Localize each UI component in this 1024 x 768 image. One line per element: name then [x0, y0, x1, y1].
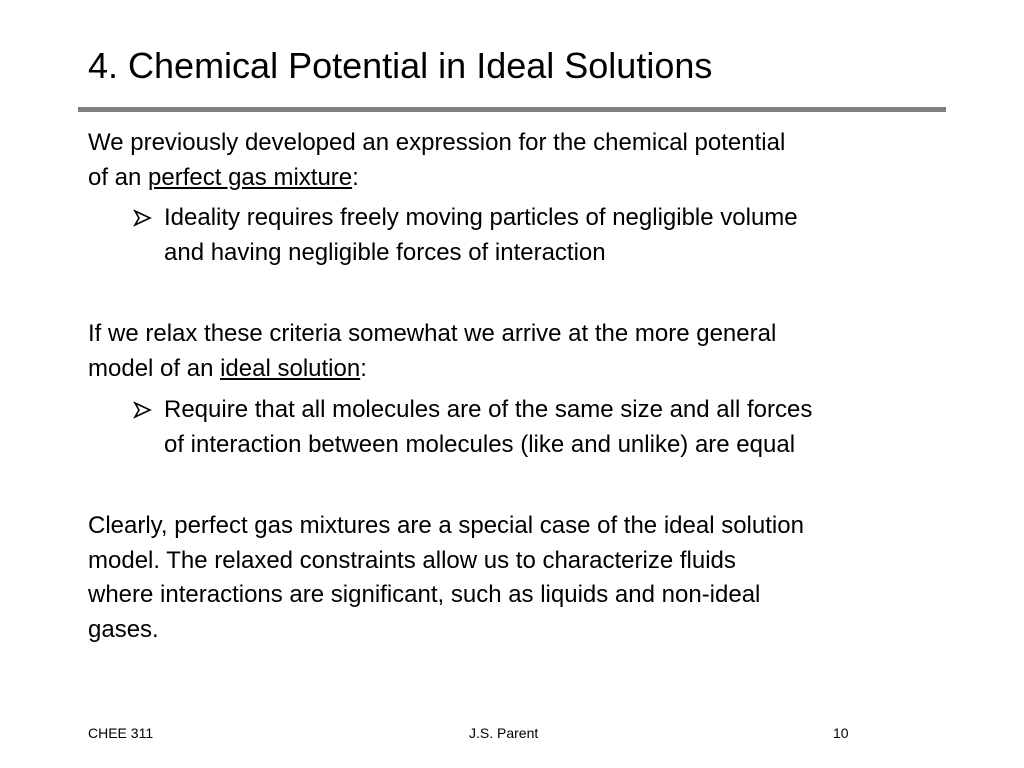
bullet-1-text: [164, 201, 798, 270]
paragraph-3: [88, 509, 804, 647]
bullet-2-line-2: of interaction between molecules (like and unlike) are equal: [164, 430, 796, 458]
arrow-bullet-icon: [133, 208, 153, 228]
bullet-2-line-1: Require that all molecules are of the same size and all forces: [164, 396, 813, 423]
paragraph-3-line-4: gases.: [88, 615, 159, 643]
paragraph-3-line-3: where interactions are significant, such as liquids and non-ideal: [88, 581, 761, 608]
term-perfect-gas-mixture: perfect gas mixture: [148, 163, 353, 191]
paragraph-1-suffix: :: [352, 163, 359, 191]
title-divider: [78, 107, 946, 112]
paragraph-1-prefix: of an: [88, 163, 149, 191]
bullet-1-line-2: and having negligible forces of interaction: [164, 238, 606, 266]
footer-course: CHEE 311: [88, 725, 154, 741]
bullet-1-line-1: Ideality requires freely moving particles of negligible volume: [164, 204, 798, 231]
paragraph-2-line-1: If we relax these criteria somewhat we arrive at the more general: [88, 320, 777, 347]
slide-title: 4. Chemical Potential in Ideal Solutions: [88, 45, 713, 86]
paragraph-1-line-2: [88, 161, 785, 196]
paragraph-2-suffix: :: [360, 354, 367, 382]
footer-author: J.S. Parent: [469, 725, 539, 741]
term-ideal-solution: ideal solution: [220, 354, 361, 382]
paragraph-3-line-1: Clearly, perfect gas mixtures are a special case of the ideal solution: [88, 512, 804, 539]
footer-page-number: 10: [833, 725, 849, 741]
paragraph-3-line-2: model. The relaxed constraints allow us to characterize fluids: [88, 546, 736, 574]
bullet-2-text: [164, 393, 812, 462]
arrow-bullet-icon: [133, 400, 153, 420]
paragraph-1: [88, 126, 785, 195]
paragraph-2-line-2: [88, 352, 776, 387]
paragraph-1-line-1: We previously developed an expression for the chemical potential: [88, 129, 786, 156]
paragraph-2: [88, 317, 776, 386]
paragraph-2-prefix: model of an: [88, 354, 221, 382]
